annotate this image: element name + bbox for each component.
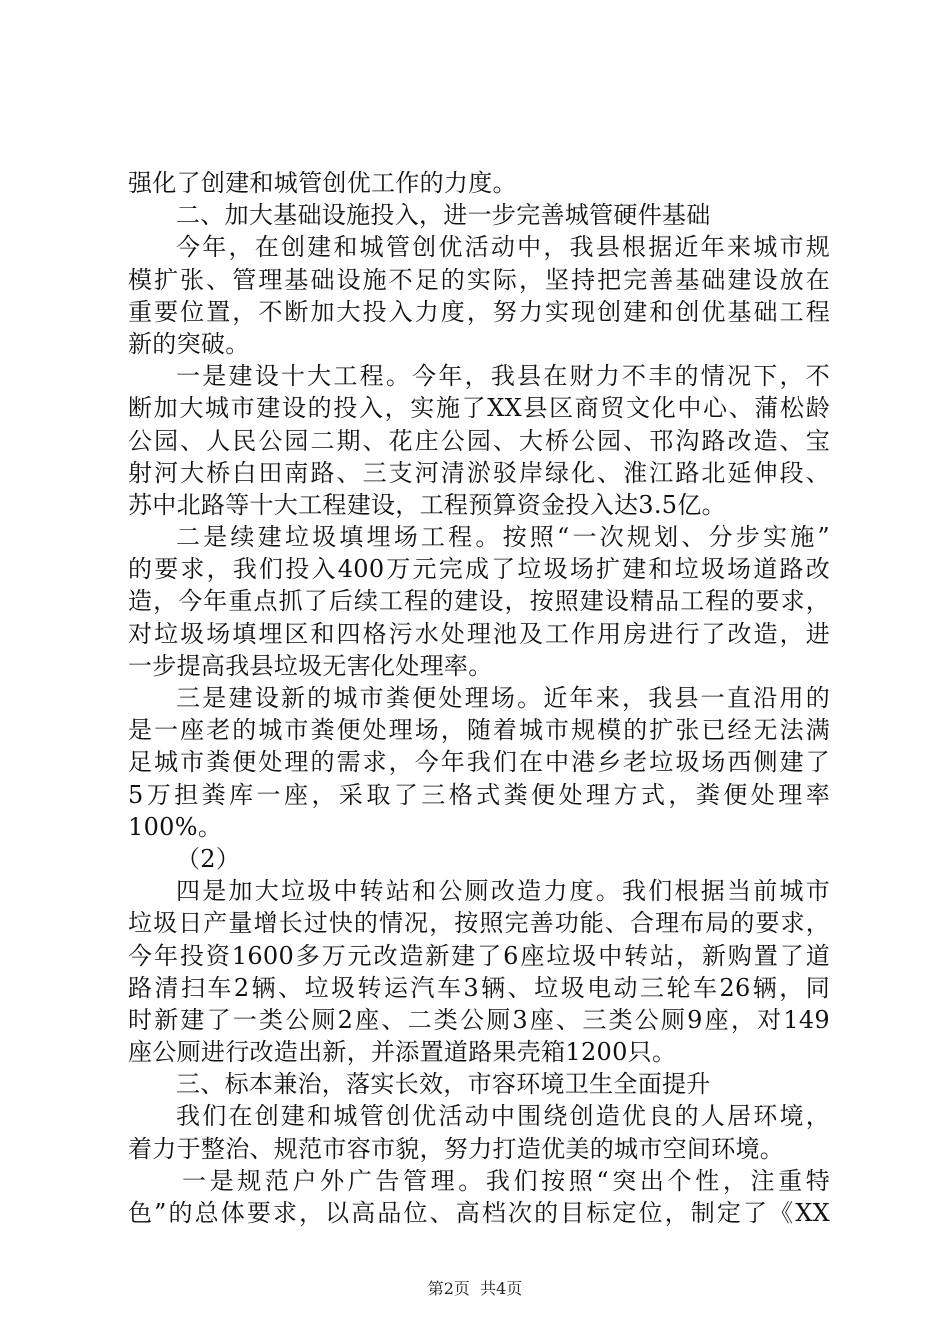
text-line: 断加大城市建设的投入，实施了XX县区商贸文化中心、蒲松龄 <box>128 394 830 423</box>
text-line: 一是规范户外广告管理。我们按照“突出个性，注重特 <box>182 1166 830 1195</box>
text-line: 座公厕进行改造出新，并添置道路果壳箱1200只。 <box>128 1038 677 1067</box>
text-line: 射河大桥白田南路、三支河清淤驳岸绿化、淮江路北延伸段、 <box>128 458 830 487</box>
text-line: 时新建了一类公厕2座、二类公厕3座、三类公厕9座，对149 <box>128 1005 830 1034</box>
text-line: 100%。 <box>128 812 223 841</box>
text-line: 足城市粪便处理的需求，今年我们在中港乡老垃圾场西侧建了 <box>128 748 830 777</box>
text-line: 一步提高我县垃圾无害化处理率。 <box>128 651 493 680</box>
text-line: 重要位置，不断加大投入力度，努力实现创建和创优基础工程 <box>128 297 830 326</box>
text-line: 我们在创建和城管创优活动中围绕创造优良的人居环境， <box>176 1102 830 1131</box>
text-line: 苏中北路等十大工程建设，工程预算资金投入达3.5亿。 <box>128 490 726 519</box>
text-line: 新的突破。 <box>128 329 250 358</box>
text-line: 二是续建垃圾填埋场工程。按照“一次规划、分步实施” <box>176 523 830 552</box>
text-line: 是一座老的城市粪便处理场，随着城市规模的扩张已经无法满 <box>128 716 830 745</box>
text-line: 模扩张、管理基础设施不足的实际，坚持把完善基础建设放在 <box>128 265 830 294</box>
text-line: 垃圾日产量增长过快的情况，按照完善功能、合理布局的要求， <box>128 909 830 938</box>
text-line: 公园、人民公园二期、花庄公园、大桥公园、邗沟路改造、宝 <box>128 426 830 455</box>
page-footer: 第2页 共4页 <box>427 1279 523 1298</box>
text-line: 对垃圾场填埋区和四格污水处理池及工作用房进行了改造，进 <box>128 619 830 648</box>
text-line: 四是加大垃圾中转站和公厕改造力度。我们根据当前城市 <box>176 877 830 906</box>
text-line: 三是建设新的城市粪便处理场。近年来，我县一直沿用的 <box>176 684 830 712</box>
text-line: 今年，在创建和城管创优活动中，我县根据近年来城市规 <box>176 233 830 262</box>
text-line: 路清扫车2辆、垃圾转运汽车3辆、垃圾电动三轮车26辆，同 <box>128 973 830 1002</box>
text-line: 5万担粪库一座，采取了三格式粪便处理方式，粪便处理率 <box>128 780 830 809</box>
text-line: 着力于整治、规范市容市貌，努力打造优美的城市空间环境。 <box>128 1134 785 1163</box>
section-heading: 三、标本兼治，落实长效，市容环境卫生全面提升 <box>176 1070 711 1099</box>
section-heading: 二、加大基础设施投入，进一步完善城管硬件基础 <box>176 201 711 230</box>
body-text <box>128 167 830 1229</box>
text-line: 的要求，我们投入400万元完成了垃圾场扩建和垃圾场道路改 <box>128 555 830 584</box>
text-line: 造，今年重点抓了后续工程的建设，按照建设精品工程的要求， <box>128 587 830 616</box>
text-line: 今年投资1600多万元改造新建了6座垃圾中转站，新购置了道 <box>128 941 830 970</box>
text-line: 强化了创建和城管创优工作的力度。 <box>128 169 517 197</box>
text-line: 色”的总体要求，以高品位、高档次的目标定位，制定了《XX <box>128 1199 830 1227</box>
text-line: 一是建设十大工程。今年，我县在财力不丰的情况下，不 <box>176 362 830 391</box>
page-marker: （2） <box>176 844 241 873</box>
